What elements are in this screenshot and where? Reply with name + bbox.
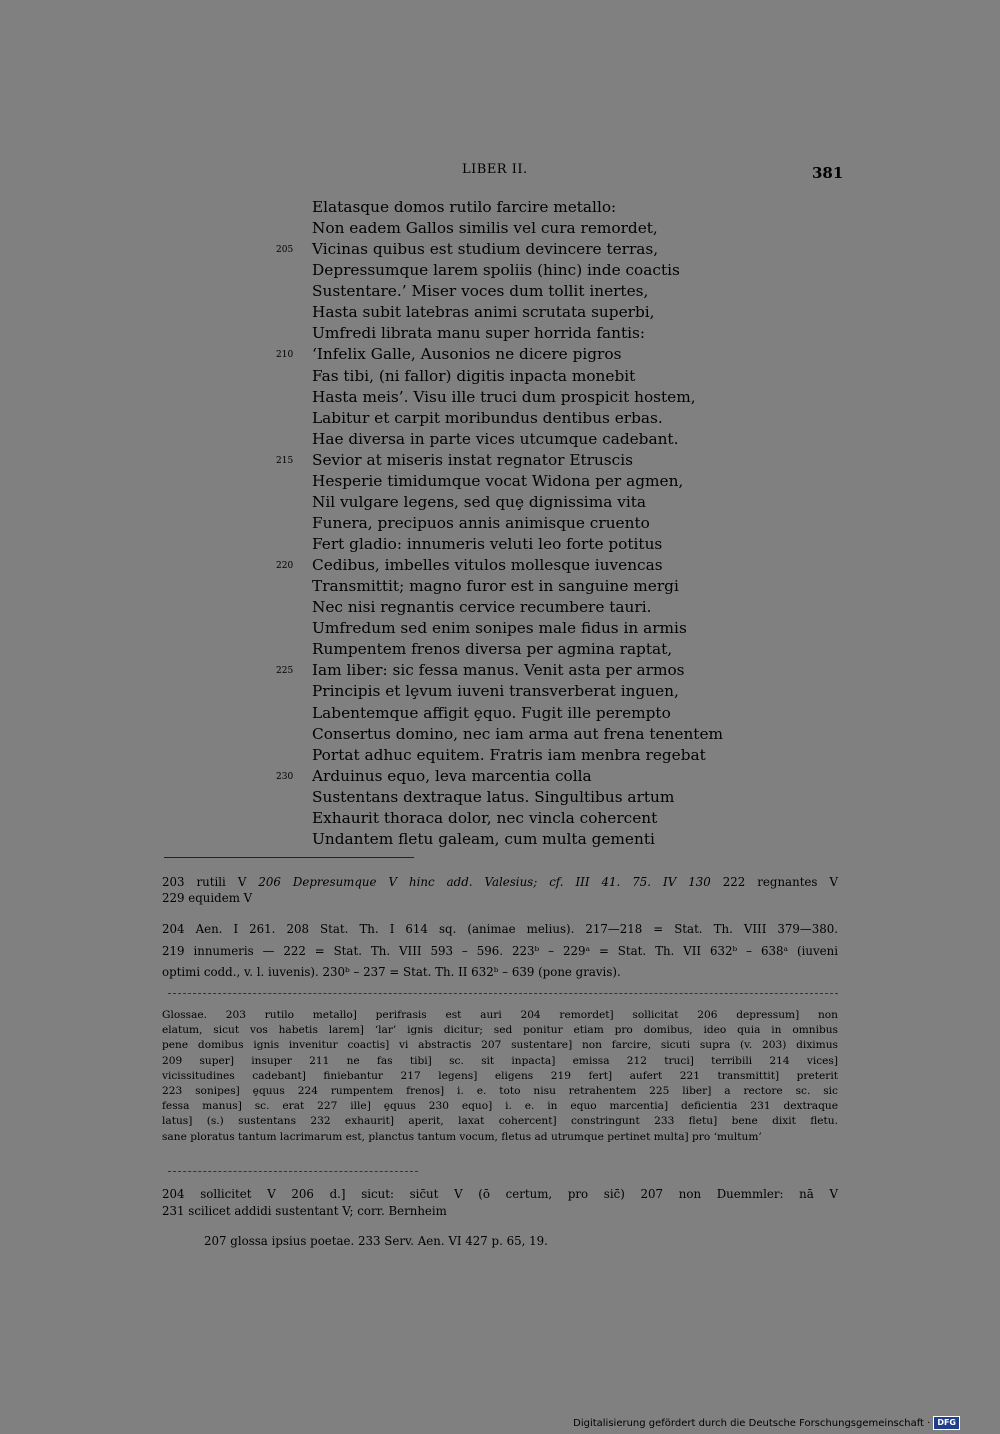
verse-line [0, 513, 1000, 534]
verse-line [0, 408, 1000, 429]
verse-line [0, 344, 1000, 365]
source-entry: 223ᵇ – 229ᵃ = Stat. Th. VII 632ᵇ – 638ᵃ (iuveni [511, 944, 839, 958]
verse-text: Vicinas quibus est studium devincere terras, [312, 240, 659, 259]
verse-text: Hae diversa in parte vices utcumque cadebant. [312, 429, 679, 448]
glossa-line: 209 super] insuper 211 ne fas tibi] sc. sit inpacta] emissa 212 truci] terribili 214 vices] [162, 1054, 838, 1067]
verse-line [0, 703, 1000, 724]
glossa-line: pene domibus ignis invenitur coactis] vi abstractis 207 sustentare] non farcire, sicuti supra (v. 203) diximus [162, 1039, 838, 1052]
verse-text: Undantem fletu galeam, cum multa gementi [312, 829, 655, 848]
apparatus-entry: 206 d.] sicut: sic̄ut V (ō certum, pro sic̄) [291, 1187, 625, 1201]
verse-text: Cedibus, imbelles vitulos mollesque iuvencas [312, 556, 663, 575]
glossa-line: Glossae. 203 rutilo metallo] perifrasis est auri 204 remordet] sollicitat 206 depressum] non [162, 1009, 838, 1021]
source-apparatus-2 [162, 943, 838, 960]
source-entry: 217—218 = Stat. Th. VIII 379—380. [585, 922, 838, 936]
apparatus-line: 229 equidem V [162, 891, 253, 905]
glossae-divider [168, 993, 838, 994]
verse-text: Labentemque affigit ȩquo. Fugit ille perempto [312, 703, 671, 722]
verse-text: Hesperie timidumque vocat Widona per agmen, [312, 471, 684, 490]
glossae-apparatus [162, 1186, 838, 1203]
verse-line [0, 555, 1000, 576]
glossae-block [162, 1008, 838, 1145]
verse-text: Sevior at miseris instat regnator Etruscis [312, 450, 633, 469]
apparatus-entry: 206 Depresumque V [258, 875, 398, 889]
verse-line [0, 260, 1000, 281]
verse-text: Portat adhuc equitem. Fratris iam menbra regebat [312, 745, 706, 764]
verse-line [0, 534, 1000, 555]
verse-text: Umfredi librata manu super horrida fantis: [312, 324, 646, 343]
glossae-apparatus-line: 231 scilicet addidi sustentant V; corr. Bernheim [162, 1204, 447, 1218]
verse-line [0, 281, 1000, 302]
critical-apparatus-cont [162, 890, 838, 907]
glossa-line: fessa manus] sc. erat 227 ille] ȩquus 230 equo] i. e. in equo marcentia] deficientia 231 dextraque [162, 1100, 838, 1113]
verse-line [0, 829, 1000, 850]
glossa-line: 223 sonipes] ȩquus 224 rumpentem frenos] i. e. toto nisu retrahentem 225 liber] a rectore sc. sic [162, 1084, 838, 1097]
verse-line [0, 323, 1000, 344]
source-apparatus [162, 921, 838, 938]
verse-text: Exhaurit thoraca dolor, nec vincla cohercent [312, 808, 658, 827]
verse-text: Elatasque domos rutilo farcire metallo: [312, 198, 617, 216]
verse-line [0, 450, 1000, 471]
running-title: LIBER II. [462, 162, 528, 177]
line-number: 215 [276, 455, 294, 466]
sources-line [162, 921, 838, 938]
credit-text: Digitalisierung gefördert durch die Deutsche Forschungsgemeinschaft · [573, 1417, 931, 1429]
verse-line [0, 471, 1000, 492]
footer-credit [573, 1416, 960, 1430]
glossae-sources [204, 1233, 838, 1250]
verse-text: Nil vulgare legens, sed quȩ dignissima vita [312, 492, 646, 511]
poem-text [0, 197, 1000, 850]
verse-line [0, 576, 1000, 597]
source-apparatus-3 [162, 964, 838, 981]
sources-line: optimi codd., v. l. iuvenis). 230ᵇ – 237 = Stat. Th. II 632ᵇ – 639 (pone gravis). [162, 965, 621, 979]
line-number: 205 [276, 245, 294, 256]
verse-line [0, 618, 1000, 639]
verse-text: Consertus domino, nec iam arma aut frena tenentem [312, 724, 724, 743]
verse-text: Hasta subit latebras animi scrutata superbi, [312, 303, 655, 322]
critical-apparatus [162, 874, 838, 891]
verse-text: Nec nisi regnantis cervice recumbere tauri. [312, 598, 652, 617]
verse-text: Transmittit; magno furor est in sanguine mergi [312, 577, 679, 596]
verse-text: Labitur et carpit moribundus dentibus erbas. [312, 408, 663, 427]
verse-text: Hasta meis’. Visu ille truci dum prospicit hostem, [312, 387, 696, 406]
apparatus-divider [164, 857, 414, 858]
apparatus-entry: hinc add. Valesius; cf. III 41. 75. IV 130 [409, 875, 711, 889]
dfg-logo: DFG [933, 1416, 960, 1430]
verse-line [0, 429, 1000, 450]
verse-text: Iam liber: sic fessa manus. Venit asta per armos [312, 661, 685, 680]
apparatus-line [162, 874, 838, 891]
glossae-apparatus-line [162, 1186, 838, 1203]
verse-line [0, 302, 1000, 323]
verse-line [0, 766, 1000, 787]
verse-line [0, 787, 1000, 808]
apparatus-entry: 204 sollicitet V [162, 1187, 276, 1201]
glossa-line: vicissitudines cadebant] finiebantur 217 legens] eligens 219 fert] aufert 221 transmittit] preterit [162, 1069, 838, 1082]
verse-line [0, 387, 1000, 408]
apparatus-entry: 222 regnantes V [722, 875, 838, 889]
verse-line [0, 197, 1000, 218]
verse-line [0, 492, 1000, 513]
glossae-apparatus-divider [168, 1171, 418, 1172]
verse-line [0, 745, 1000, 766]
verse-text: Non eadem Gallos similis vel cura remordet, [312, 219, 658, 238]
glossae-sources-line: 207 glossa ipsius poetae. 233 Serv. Aen. VI 427 p. 65, 19. [204, 1234, 548, 1248]
verse-line [0, 218, 1000, 239]
glossa-line: latus] (s.) sustentans 232 exhaurit] aperit, laxat cohercent] constringunt 233 fletu] bene dixit fletu. [162, 1115, 838, 1128]
verse-text: Principis et lȩvum iuveni transverberat inguen, [312, 682, 679, 701]
running-head [0, 158, 1000, 184]
verse-line [0, 660, 1000, 681]
verse-text: Fas tibi, (ni fallor) digitis inpacta monebit [312, 366, 636, 385]
verse-text: Depressumque larem spoliis (hinc) inde coactis [312, 261, 680, 280]
verse-text: Sustentans dextraque latus. Singultibus artum [312, 787, 675, 806]
verse-line [0, 639, 1000, 660]
source-entry: 204 Aen. I 261. [162, 922, 276, 936]
line-number: 230 [276, 771, 294, 782]
verse-text: Funera, precipuos annis animisque cruento [312, 513, 650, 532]
verse-text: Sustentare.’ Miser voces dum tollit inertes, [312, 282, 649, 301]
sources-line [162, 943, 838, 960]
source-entry: 208 Stat. Th. I 614 sq. (animae melius). [286, 922, 575, 936]
verse-text: Rumpentem frenos diversa per agmina raptat, [312, 640, 673, 659]
verse-text: Arduinus equo, leva marcentia colla [312, 766, 592, 785]
apparatus-entry: 207 non Duemmler: nā V [640, 1187, 839, 1201]
apparatus-entry: 203 rutili V [162, 875, 247, 889]
verse-line [0, 681, 1000, 702]
line-number: 225 [276, 666, 294, 677]
glossa-line: elatum, sicut vos habetis larem] ‘lar’ ignis dicitur; sed ponitur etiam pro domibus, ideo quia in omnibus [162, 1024, 838, 1037]
page-number: 381 [812, 164, 844, 182]
line-number: 220 [276, 561, 294, 572]
verse-text: ‘Infelix Galle, Ausonios ne dicere pigros [312, 345, 622, 364]
verse-line [0, 724, 1000, 745]
source-entry: 219 innumeris — 222 = Stat. Th. VIII 593 – 596. [162, 944, 504, 958]
glossa-line: sane ploratus tantum lacrimarum est, planctus tantum vocum, fletus ad utrumque pertinet multa] pro ‘multum’ [162, 1130, 762, 1143]
verse-line [0, 366, 1000, 387]
verse-line [0, 597, 1000, 618]
verse-line [0, 239, 1000, 260]
glossae-apparatus-2 [162, 1203, 838, 1220]
verse-text: Fert gladio: innumeris veluti leo forte potitus [312, 535, 663, 553]
verse-text: Umfredum sed enim sonipes male fidus in armis [312, 619, 687, 638]
verse-line [0, 808, 1000, 829]
line-number: 210 [276, 350, 294, 361]
